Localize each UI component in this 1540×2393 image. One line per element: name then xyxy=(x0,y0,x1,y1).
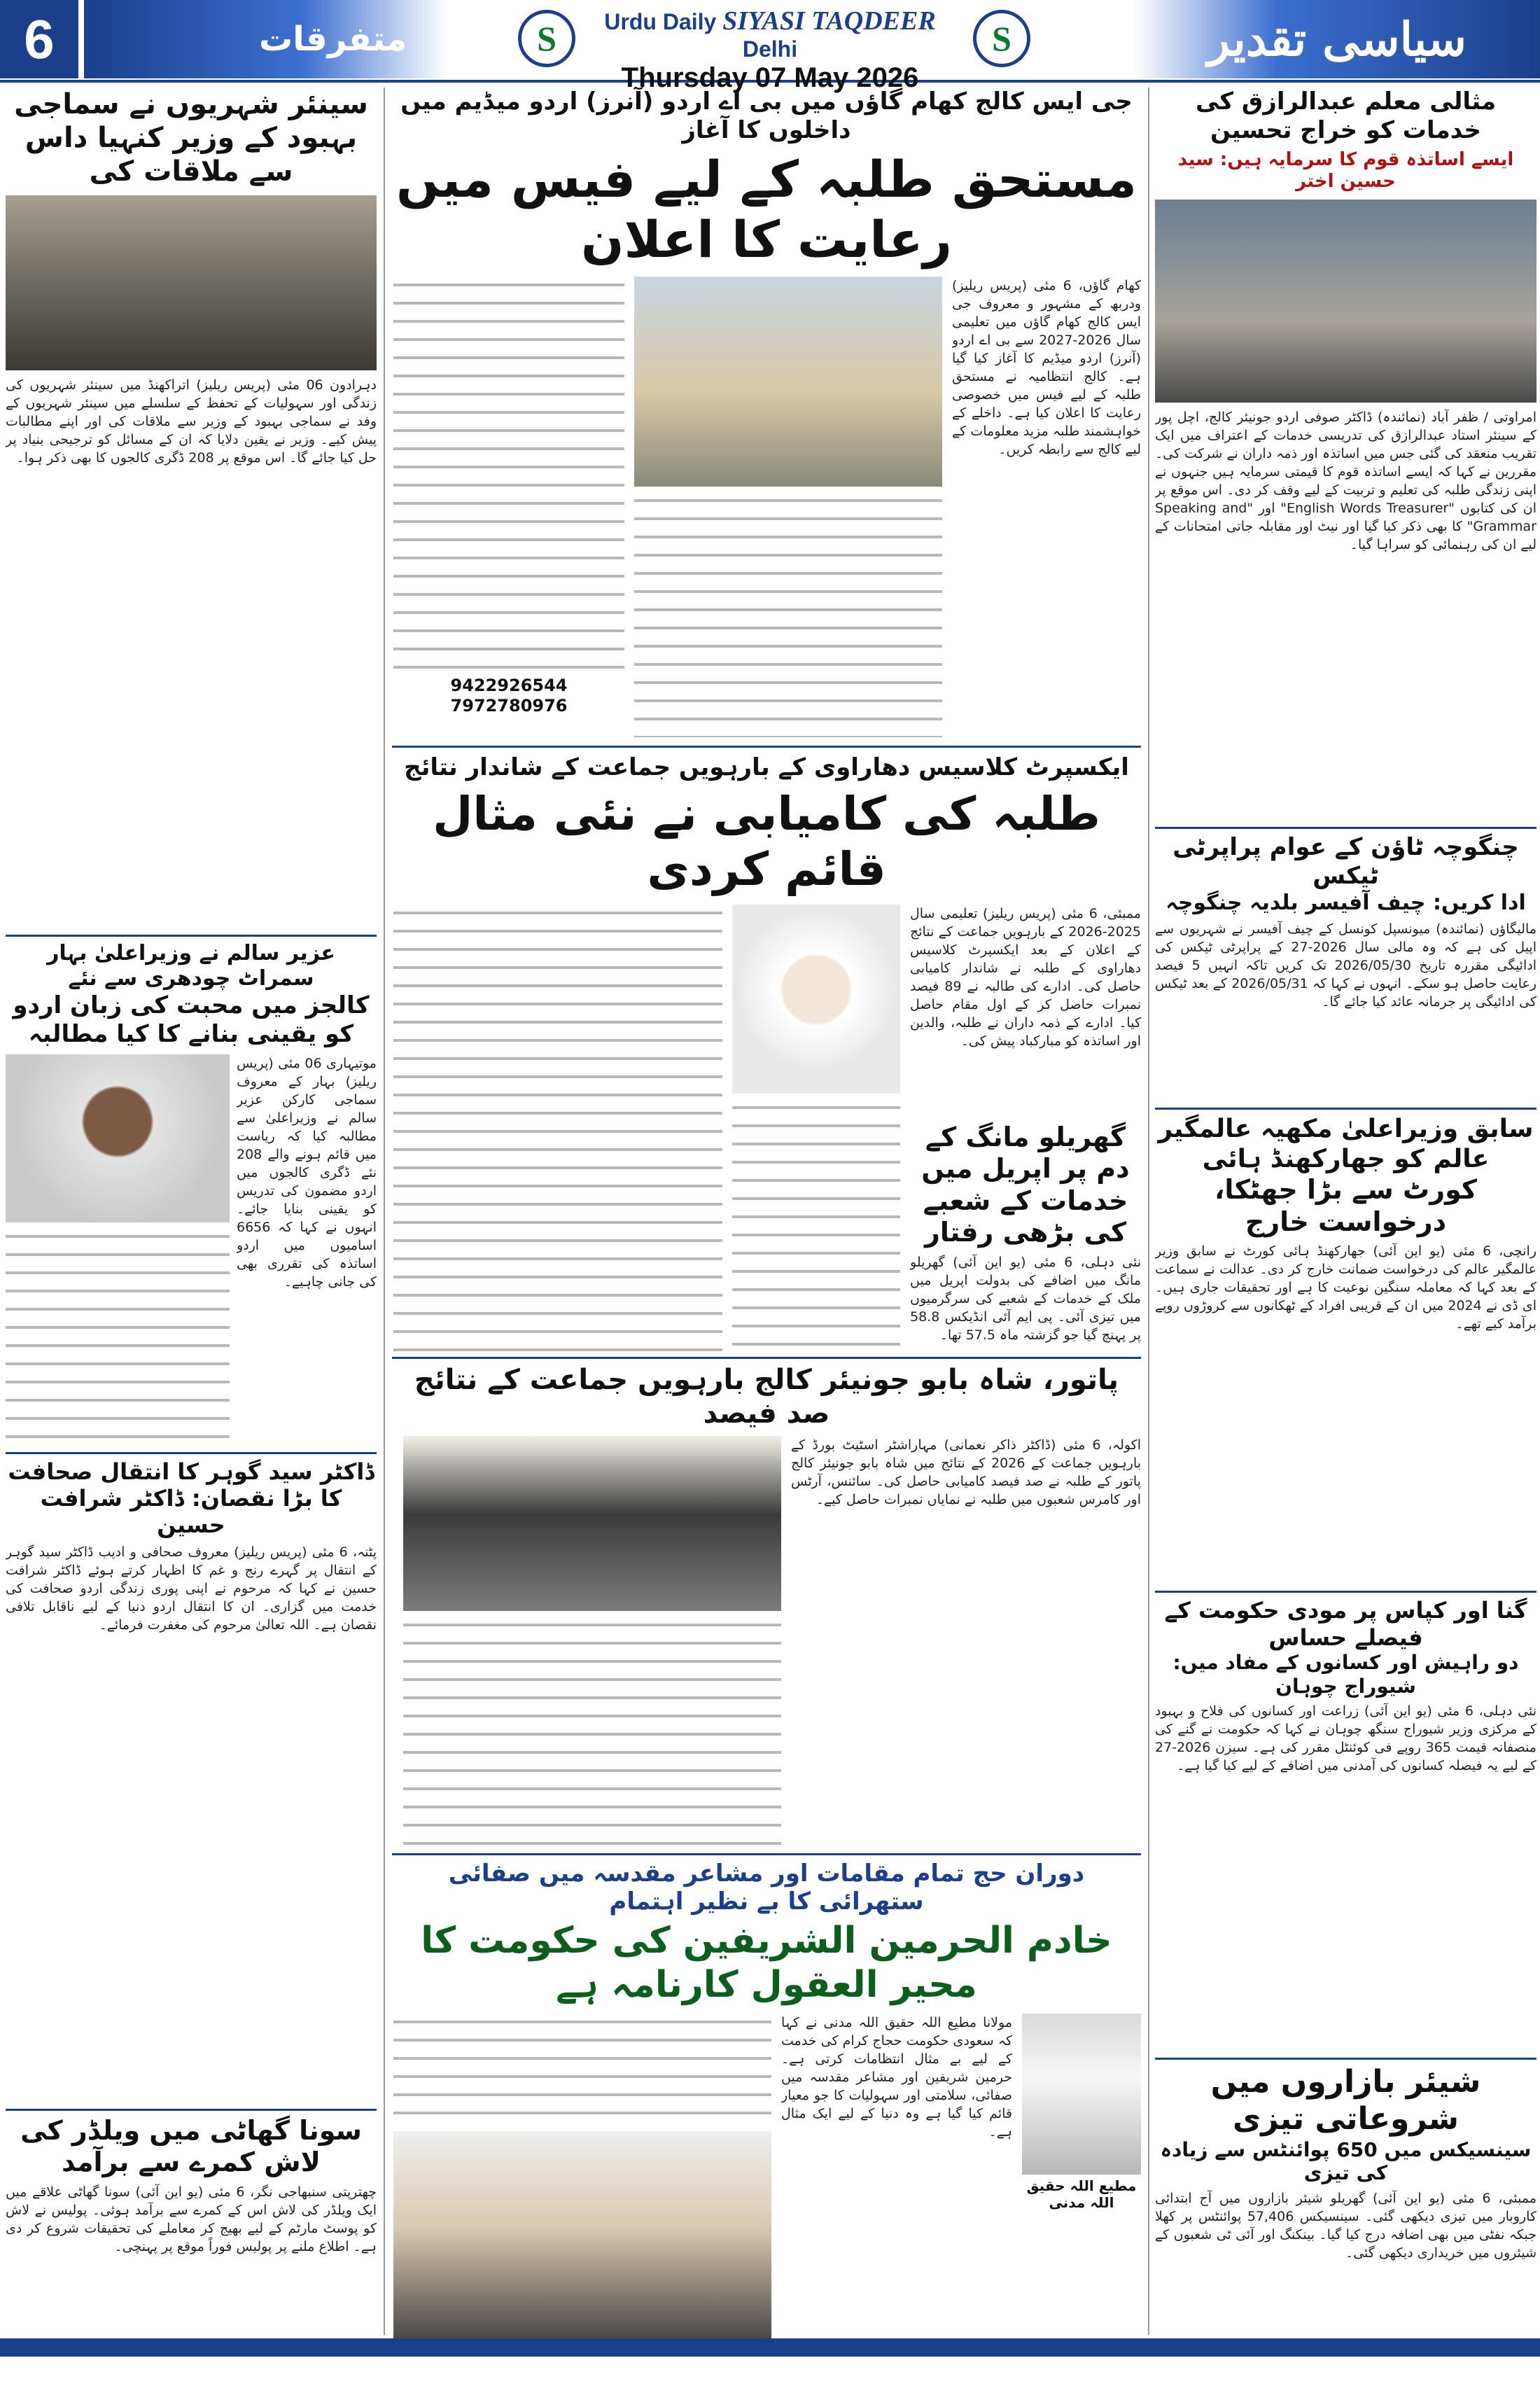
headline: چنگوچہ ٹاؤن کے عوام پراپرٹی ٹیکس xyxy=(1172,832,1519,890)
lead-kicker: جی ایس کالج کھام گاؤں میں بی اے اردو (آنرز) اردو میڈیم میں داخلوں کا آغاز xyxy=(400,88,1133,144)
logo-letter: S xyxy=(992,19,1011,58)
article-body: امراوتی / ظفر آباد (نمائندہ) ڈاکٹر صوفی اردو جونیئر کالج، اچل پور کے سینئر استاد عبدالرازق کی تدریسی خدمات کے اعتراف میں ایک تقریب منعقد کی گئی جس میں اساتذہ اور ذمہ داران نے شرکت کی۔ مقررین نے کہا کہ ایسے اساتذہ قوم کا قیمتی سرمایہ ہیں جنہوں نے اپنی زندگی طلبہ کی تعلیم و تربیت کے لیے وقف کر دی۔ اس موقع پر ان کی کتابوں "English Words Treasurer" اور "Speaking and Grammar" کا بھی ذکر کیا گیا اور نیٹ اور مقابلہ جاتی امتحانات کے لیے ان کی رہنمائی کو سراہا گیا۔ xyxy=(1155,409,1536,552)
photo-students-group xyxy=(403,1436,781,1611)
headline: مثالی معلم عبدالرازق کی خدمات کو خراج تحسین xyxy=(1195,88,1497,144)
section-banner: متفرقات xyxy=(84,0,448,78)
paper-city: Delhi xyxy=(742,36,798,62)
photo-senior-citizens xyxy=(6,195,377,370)
article-body-continued xyxy=(732,1099,900,1351)
headline: شیئر بازاروں میں شروعاتی تیزی xyxy=(1210,2064,1481,2137)
logo-letter: S xyxy=(537,19,556,58)
hajj-headline: خادم الحرمین الشریفین کی حکومت کا محیر العقول کارنامہ ہے xyxy=(421,1920,1112,2006)
issue-date: Thursday 07 May 2026 xyxy=(621,62,919,93)
photo-college-building xyxy=(634,277,942,487)
article-body: موتیہاری 06 مئی (پریس ریلیز) بہار کے معروف سماجی کارکن عزیر سالم نے وزیراعلیٰ سے مطالبہ کیا کہ ریاست میں قائم ہونے والے 208 نئے ڈگری کالجوں میں اردو مضمون کی تدریس کو یقینی بنایا جائے۔ انہوں نے کہا کہ 6656 اسامیوں میں اردو اساتذہ کی تقرری بھی کی جانی چاہیے۔ xyxy=(237,1055,377,1290)
lead-headline: مستحق طلبہ کے لیے فیس میں رعایت کا اعلان xyxy=(396,149,1137,269)
photo-uzair-salim xyxy=(6,1054,230,1222)
subheadline: کورٹ سے بڑا جھٹکا، درخواست خارج xyxy=(1214,1173,1478,1237)
headline: ڈاکٹر سید گوہر کا انتقال صحافت کا بڑا نقصان: ڈاکٹر شرافت حسین xyxy=(8,1458,374,1539)
subheadline: سینسیکس میں 650 پوائنٹس سے زیادہ کی تیزی xyxy=(1160,2137,1532,2185)
paper-logo-right xyxy=(973,10,1030,67)
left-column xyxy=(6,88,377,2335)
photo-student xyxy=(732,905,900,1094)
article-body-continued xyxy=(393,905,722,1353)
middle-column xyxy=(392,88,1141,2335)
subheadline: ایسے اساتذہ قوم کا سرمایہ ہیں: سید حسین اختر xyxy=(1177,148,1514,192)
growth-headline: گھریلو مانگ کے دم پر اپریل میں خدمات کے شعبے کی بڑھی رفتار xyxy=(921,1121,1130,1248)
article-body: نئی دہلی، 6 مئی (یو این آئی) زراعت اور کسانوں کی فلاح و بہبود کے مرکزی وزیر شیوراج سنگھ چوہان نے کہا کہ حکومت نے گنے کی منصفانہ قیمت 365 روپے فی کوئنٹل مقرر کی ہے۔ سیزن 2026-27 کے لیے یہ فیصلہ کسانوں کی آمدنی میں اضافے کے لیے کیا گیا ہے۔ xyxy=(1155,1703,1536,1774)
headline: سابق وزیراعلیٰ مکھیہ عالمگیر عالم کو جھارکھنڈ ہائی xyxy=(1158,1114,1534,1173)
article-body: کھام گاؤں، 6 مئی (پریس ریلیز) ودربھ کے مشہور و معروف جی ایس کالج کھام گاؤں میں تعلیمی سال 2026-2027 سے بی اے اردو (آنرز) اردو میڈیم کا آغاز کیا گیا ہے۔ کالج انتظامیہ نے مستحق طلبہ کے لیے فیس میں خصوصی رعایت کا اعلان کیا ہے۔ داخلے کے خواہشمند طلبہ مزید معلومات کے لیے کالج سے رابطہ کریں۔ xyxy=(952,278,1141,458)
column-rule xyxy=(1148,88,1149,2335)
article-body-continued xyxy=(403,1617,781,1848)
headline: سونا گھاٹی میں ویلڈر کی لاش کمرے سے برآمد xyxy=(20,2114,362,2178)
photo-saudi-leaders xyxy=(393,2131,771,2348)
article-body: ممبئی، 6 مئی (پریس ریلیز) تعلیمی سال 2025-2026 کے بارہویں جماعت کے نتائج کے اعلان کے بعد ایکسپرٹ کلاسیس دھاراوی کے طلبہ نے شاندار کامیابی حاصل کی۔ ادارے کی طالبہ نے 89 فیصد نمبرات حاصل کر کے اول مقام حاصل کیا۔ ادارے کے ذمہ داران نے طلبہ، والدین اور اساتذہ کو مبارکباد پیش کی۔ xyxy=(910,905,1141,1049)
paper-brand: SIYASI TAQDEER xyxy=(722,6,936,36)
article-body: ممبئی، 6 مئی (یو این آئی) گھریلو شیئر بازاروں میں آج ابتدائی کاروبار میں تیزی دیکھی گئی۔ سینسیکس 57,406 پوائنٹس پر کھلا جبکہ نفٹی میں بھی اضافہ درج کیا گیا۔ بینکنگ اور آئی ٹی شعبوں کے شیئروں میں خریداری دیکھی گئی۔ xyxy=(1155,2190,1536,2261)
column-rule xyxy=(384,88,385,2335)
article-body-continued xyxy=(393,2014,771,2126)
article-body: رانچی، 6 مئی (یو این آئی) جھارکھنڈ ہائی کورٹ نے سابق وزیر عالمگیر عالم کی درخواست ضمانت خارج کر دی۔ عدالت نے سماعت کے بعد کہا کہ معاملہ سنگین نوعیت کا ہے اور تحقیقات جاری ہیں۔ ای ڈی نے 2024 میں ان کے قریبی افراد کے ٹھکانوں سے کروڑوں روپے برآمد کیے تھے۔ xyxy=(1155,1243,1536,1332)
page-number: 6 xyxy=(0,0,78,78)
masthead: سیاسی تقدیر xyxy=(1134,0,1540,78)
pat-headline: پاتور، شاہ بابو جونیئر کالج بارہویں جماعت کے نتائج صد فیصد xyxy=(414,1363,1119,1430)
article-body-continued xyxy=(393,277,624,676)
exp-headline: طلبہ کی کامیابی نے نئی مثال قائم کردی xyxy=(433,787,1100,897)
article-body: دہرادون 06 مئی (پریس ریلیز) اتراکھنڈ میں سینئر شہریوں کی زندگی اور سہولیات کے تحفظ کے سلسلے میں سینئر شہریوں کے وفد نے سماجی بہبود کے وزیر سے ملاقات کی اور اپنے مطالبات پیش کیے۔ وزیر نے یقین دلایا کہ ان کے مسائل کو ترجیحی بنیاد پر حل کیا جائے گا۔ اس موقع پر 208 ڈگری کالجوں کا بھی ذکر ہوا۔ xyxy=(6,377,377,466)
contact-number: 7972780976 xyxy=(450,696,568,716)
subheadline: ادا کریں: چیف آفیسر بلدیہ چنگوچہ xyxy=(1166,890,1526,915)
subheadline: دو راہیش اور کسانوں کے مفاد میں: شیوراج چوہان xyxy=(1172,1650,1519,1698)
paper-line: Urdu Daily xyxy=(604,9,717,34)
article-body: نئی دہلی، 6 مئی (یو این آئی) گھریلو مانگ میں اضافے کی بدولت اپریل میں ملک کے خدمات کے شعبے کی سرگرمیوں میں تیزی آئی۔ پی ایم آئی انڈیکس 58.8 پر پہنچ گیا جو گزشتہ ماہ 57.5 تھا۔ xyxy=(910,1254,1141,1343)
article-body: مولانا مطیع اللہ حقیق اللہ مدنی نے کہا کہ سعودی حکومت حجاج کرام کی خدمت کے لیے بے مثال انتظامات کرتی ہے۔ حرمین شریفین اور مشاعر مقدسہ میں صفائی، سلامتی اور سہولیات کا جو معیار قائم کیا گیا ہے وہ دنیا کے لیے ایک مثال ہے۔ xyxy=(781,2014,1012,2140)
paper-logo-left xyxy=(518,10,575,67)
contact-number: 9422926544 xyxy=(450,676,568,696)
author-caption: مطیع اللہ حقیق اللہ مدنی xyxy=(1026,2177,1137,2211)
headline: سینئر شہریوں نے سماجی بہبود کے وزیر کنہیا داس سے ملاقات کی xyxy=(14,88,368,188)
article-body: مالیگاؤں (نمائندہ) میونسپل کونسل کے چیف آفیسر نے شہریوں سے اپیل کی ہے کہ وہ مالی سال 2026-27 کے پراپرٹی ٹیکس کی ادائیگی مقررہ تاریخ 2026/05/30 تک کریں تاکہ انہیں 5 فیصد رعایت حاصل ہو سکے۔ انہوں نے کہا کہ 2026/05/31 کے بعد ٹیکس کی ادائیگی پر جرمانہ عائد کیا جائے گا۔ xyxy=(1155,921,1536,1010)
headline: عزیر سالم نے وزیراعلیٰ بہار سمراٹ چودھری سے نئے xyxy=(47,941,335,991)
article-body-continued xyxy=(634,492,942,737)
right-column xyxy=(1155,88,1536,2335)
photo-ceremony xyxy=(1155,200,1536,403)
article-body-continued xyxy=(6,1228,230,1445)
headline: گنا اور کپاس پر مودی حکومت کے فیصلے حساس xyxy=(1164,1597,1527,1651)
photo-author xyxy=(1022,2014,1141,2175)
subheadline: کالجز میں محبت کی زبان اردو کو یقینی بنانے کا کیا مطالبہ xyxy=(13,991,370,1048)
footer-bar xyxy=(0,2338,1540,2357)
article-body: اکولہ، 6 مئی (ڈاکٹر ذاکر نعمانی) مہاراشٹر اسٹیٹ بورڈ کے بارہویں جماعت کے 2026 کے نتائج میں شاہ بابو جونیئر کالج پاتور کے طلبہ نے صد فیصد کامیابی حاصل کی۔ سائنس، آرٹس اور کامرس شعبوں میں طلبہ نے نمایاں نمبرات حاصل کیے۔ xyxy=(791,1437,1141,1507)
paper-title-block xyxy=(574,6,966,93)
exp-kicker: ایکسپرٹ کلاسیس دھاراوی کے بارہویں جماعت کے شاندار نتائج xyxy=(404,753,1129,782)
article-body: پٹنہ، 6 مئی (پریس ریلیز) معروف صحافی و ادیب ڈاکٹر سید گوہر کے انتقال پر گہرے رنج و غم کا اظہار کرتے ہوئے ڈاکٹر شرافت حسین نے کہا کہ مرحوم نے اپنی پوری زندگی اردو صحافت کی خدمت میں گزاری۔ ان کا انتقال اردو دنیا کے لیے ناقابل تلافی نقصان ہے۔ اللہ تعالیٰ مرحوم کی مغفرت فرمائے۔ xyxy=(6,1544,377,1633)
article-body: چھترپتی سنبھاجی نگر، 6 مئی (یو این آئی) سونا گھاٹی علاقے میں ایک ویلڈر کی لاش اس کے کمرے سے برآمد ہوئی۔ پولیس نے لاش کو پوسٹ مارٹم کے لیے بھیج کر معاملے کی تحقیقات شروع کر دی ہے۔ اطلاع ملنے پر پولیس فوراً موقع پر پہنچی۔ xyxy=(6,2184,377,2254)
hajj-kicker: دوران حج تمام مقامات اور مشاعر مقدسہ میں صفائی ستھرائی کا بے نظیر اہتمام xyxy=(448,1859,1085,1916)
